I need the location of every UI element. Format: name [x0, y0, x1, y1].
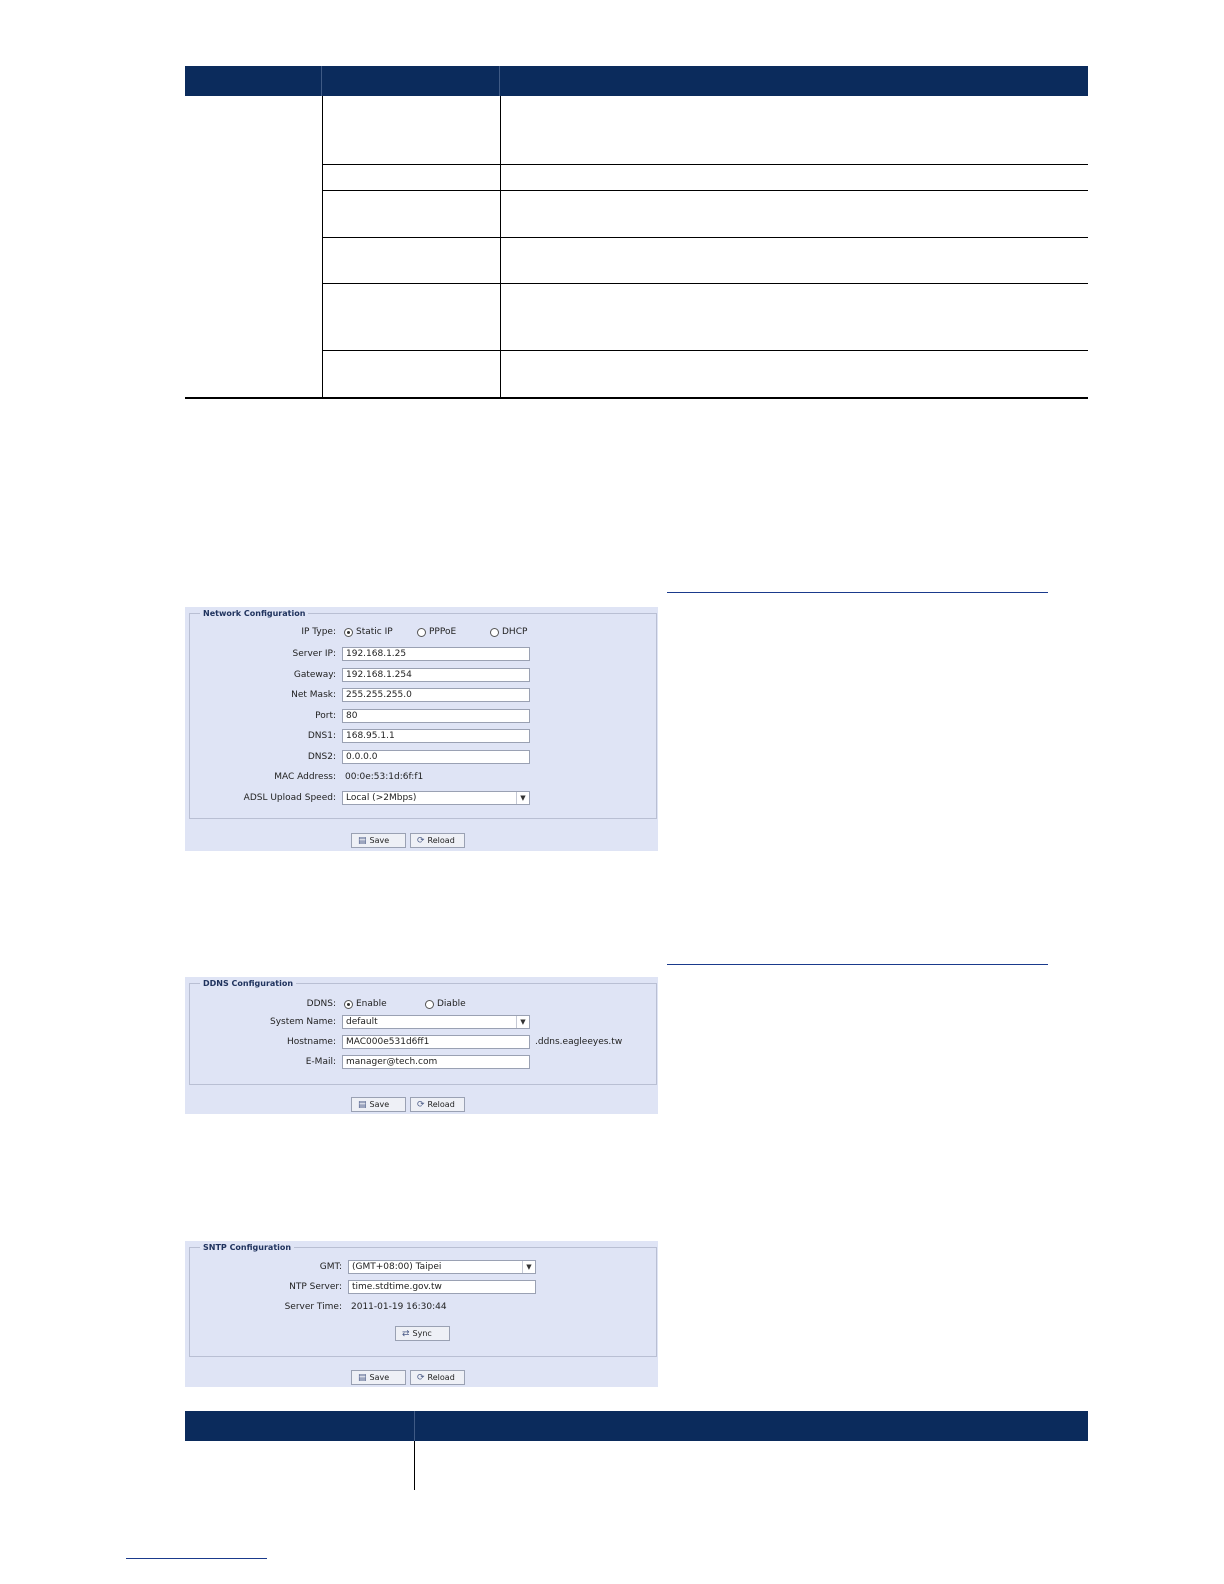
sntp-config-panel [185, 1241, 658, 1387]
email-input[interactable]: manager@tech.com [342, 1055, 530, 1069]
hostname-label: Hostname: [286, 1037, 336, 1047]
port-input[interactable]: 80 [342, 709, 530, 723]
bottom-table-header [185, 1411, 1088, 1441]
radio-ddns-disable[interactable] [425, 1000, 434, 1009]
hyperlink-underline[interactable] [667, 592, 1048, 593]
top-table-row-divider [322, 350, 1088, 351]
hyperlink-underline[interactable] [667, 964, 1048, 965]
top-table-col-divider [322, 96, 323, 398]
sync-icon: ⇄ [402, 1329, 410, 1339]
radio-dhcp-label: DHCP [502, 627, 528, 637]
net-mask-label: Net Mask: [291, 690, 336, 700]
floppy-disk-icon: ▤ [358, 1373, 367, 1383]
ddns-config-panel [185, 977, 658, 1114]
radio-ddns-disable-label: Diable [437, 999, 466, 1009]
floppy-disk-icon: ▤ [358, 1100, 367, 1110]
radio-ddns-enable-label: Enable [356, 999, 387, 1009]
server-ip-label: Server IP: [292, 649, 336, 659]
server-time-value: 2011-01-19 16:30:44 [351, 1302, 447, 1312]
radio-static-ip[interactable] [344, 628, 353, 637]
gmt-label: GMT: [319, 1262, 342, 1272]
adsl-upload-speed-label: ADSL Upload Speed: [243, 793, 336, 803]
top-table-col-divider [500, 96, 501, 398]
reload-button-label: Reload [427, 836, 455, 845]
dns2-label: DNS2: [307, 752, 336, 762]
ip-type-label: IP Type: [301, 627, 336, 637]
dns1-label: DNS1: [307, 731, 336, 741]
top-table-row-divider [322, 283, 1088, 284]
radio-pppoe-label: PPPoE [429, 627, 457, 637]
mac-address-label: MAC Address: [274, 772, 336, 782]
email-label: E-Mail: [305, 1057, 336, 1067]
save-button-label: Save [369, 1100, 390, 1109]
save-button-label: Save [369, 836, 390, 845]
footer-link-underline[interactable] [126, 1558, 267, 1559]
adsl-upload-speed-select[interactable] [342, 791, 530, 805]
top-table-header-divider [499, 66, 500, 96]
gateway-input[interactable]: 192.168.1.254 [342, 668, 530, 682]
port-label: Port: [315, 711, 336, 721]
gateway-label: Gateway: [293, 670, 336, 680]
radio-pppoe[interactable] [417, 628, 426, 637]
reload-button[interactable] [410, 1370, 465, 1385]
dns2-input[interactable]: 0.0.0.0 [342, 750, 530, 764]
reload-icon: ⟳ [417, 1373, 425, 1383]
sync-button-label: Sync [412, 1329, 432, 1338]
sntp-config-legend: SNTP Configuration [200, 1243, 294, 1253]
dns1-input[interactable]: 168.95.1.1 [342, 729, 530, 743]
floppy-disk-icon: ▤ [358, 836, 367, 846]
top-table-row-divider [322, 164, 1088, 165]
mac-address-value: 00:0e:53:1d:6f:f1 [345, 772, 424, 782]
top-table-row-divider [322, 190, 1088, 191]
chevron-down-icon[interactable]: ▼ [522, 1261, 535, 1273]
save-button[interactable] [351, 833, 406, 848]
reload-button[interactable] [410, 1097, 465, 1112]
ntp-server-input[interactable]: time.stdtime.gov.tw [348, 1280, 536, 1294]
bottom-table-header-divider [414, 1411, 415, 1441]
server-time-label: Server Time: [284, 1302, 342, 1312]
top-table-bottom-border [185, 397, 1088, 399]
gmt-select[interactable] [348, 1260, 536, 1274]
reload-button-label: Reload [427, 1373, 455, 1382]
save-button[interactable] [351, 1370, 406, 1385]
top-table-row-divider [322, 237, 1088, 238]
ntp-server-label: NTP Server: [289, 1282, 342, 1292]
system-name-label: System Name: [269, 1017, 336, 1027]
reload-icon: ⟳ [417, 1100, 425, 1110]
save-button[interactable] [351, 1097, 406, 1112]
server-ip-input[interactable]: 192.168.1.25 [342, 647, 530, 661]
radio-static-ip-label: Static IP [356, 627, 393, 637]
ddns-config-legend: DDNS Configuration [200, 979, 296, 989]
system-name-select[interactable] [342, 1015, 530, 1029]
ddns-label: DDNS: [306, 999, 336, 1009]
hostname-suffix: .ddns.eagleeyes.tw [535, 1037, 623, 1047]
gmt-value: (GMT+08:00) Taipei [352, 1262, 442, 1272]
system-name-value: default [346, 1017, 378, 1027]
chevron-down-icon[interactable]: ▼ [516, 792, 529, 804]
reload-button-label: Reload [427, 1100, 455, 1109]
reload-button[interactable] [410, 833, 465, 848]
top-table-header-divider [321, 66, 322, 96]
chevron-down-icon[interactable]: ▼ [516, 1016, 529, 1028]
adsl-upload-speed-value: Local (>2Mbps) [346, 793, 417, 803]
net-mask-input[interactable]: 255.255.255.0 [342, 688, 530, 702]
network-config-panel [185, 607, 658, 851]
hostname-input[interactable]: MAC000e531d6ff1 [342, 1035, 530, 1049]
sync-button[interactable] [395, 1326, 450, 1341]
save-button-label: Save [369, 1373, 390, 1382]
bottom-table-col-divider [414, 1441, 415, 1490]
radio-ddns-enable[interactable] [344, 1000, 353, 1009]
network-config-legend: Network Configuration [200, 609, 308, 619]
radio-dhcp[interactable] [490, 628, 499, 637]
reload-icon: ⟳ [417, 836, 425, 846]
